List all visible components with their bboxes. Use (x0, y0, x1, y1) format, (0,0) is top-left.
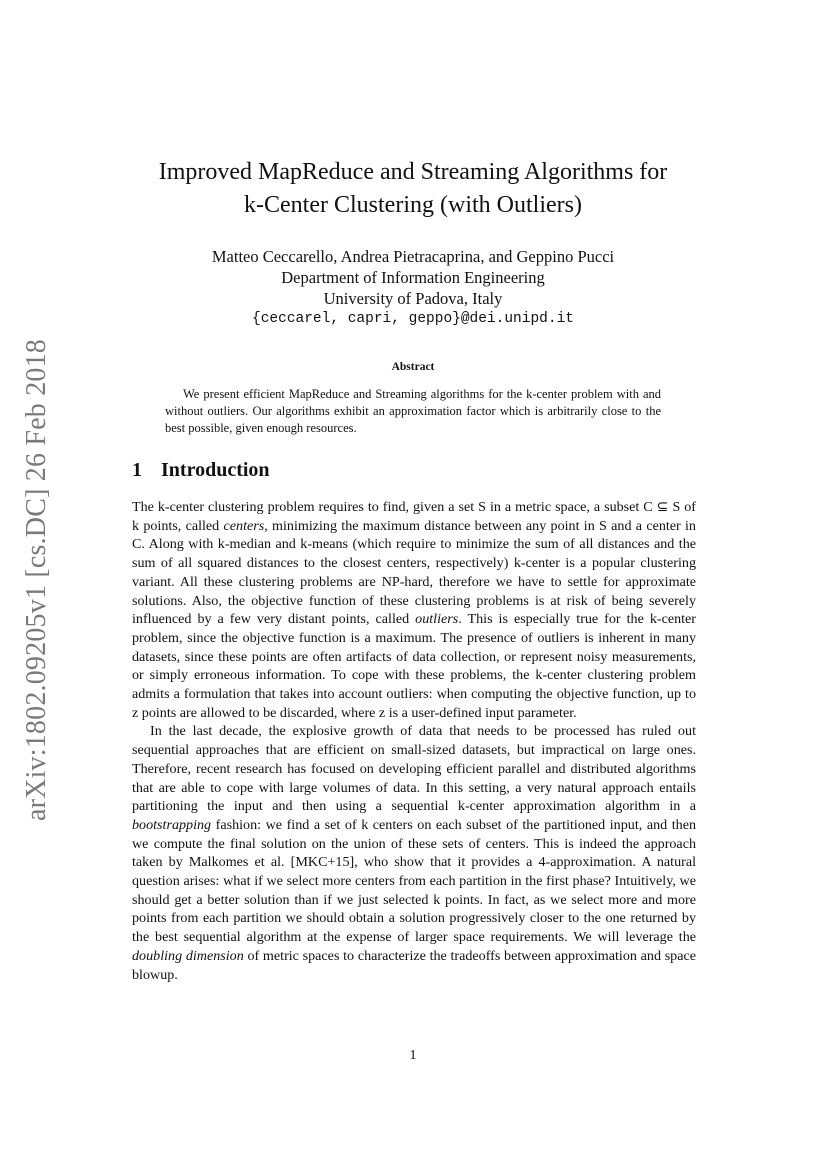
author-block (100, 246, 726, 330)
abstract-heading: Abstract (391, 361, 435, 373)
page-number: 1 (409, 1048, 417, 1063)
paragraph-2 (132, 722, 696, 984)
author-university: University of Padova, Italy (323, 289, 503, 308)
paragraph-1-text-a: The k-center clustering problem requires to find, given a set S in a metric space, a subset C ⊆ S of k points, called (132, 499, 696, 534)
abstract-text: We present efficient MapReduce and Streaming algorithms for the k-center problem with and without outliers. Our algorithms exhibit an approximation factor which is arbitrarily close to the best possible, given enough resources. (165, 387, 661, 435)
paragraph-1-em-outliers: outliers (415, 611, 459, 628)
paragraph-2-text-a: In the last decade, the explosive growth of data that needs to be processed has ruled out sequential approaches that are efficient on small-sized datasets, but impractical on large ones. Therefore, recent research has focused on developing efficient parallel and distributed algorithms that are able to cope with large volumes of data. In this setting, a very natural approach entails partitioning the input and then using a sequential k-center approximation algorithm in a (132, 723, 696, 815)
body-text (132, 498, 696, 984)
paragraph-1 (132, 498, 696, 722)
section-number: 1 (132, 459, 142, 481)
section-heading (132, 459, 270, 482)
arxiv-identifier-text: arXiv:1802.09205v1 [cs.DC] 26 Feb 2018 (21, 338, 53, 822)
author-department: Department of Information Engineering (281, 268, 545, 287)
paragraph-2-em-bootstrapping: bootstrapping (132, 816, 212, 833)
paragraph-2-em-doubling-dimension: doubling dimension (132, 947, 244, 964)
title-line-2: k-Center Clustering (with Outliers) (244, 192, 582, 218)
author-names: Matteo Ceccarello, Andrea Pietracaprina, and Geppino Pucci (211, 247, 615, 266)
paragraph-1-text-b: , minimizing the maximum distance between any point in S and a center in C. Along with k-median and k-means (which require to minimize the sum of all distances and the sum of all squared distances to the closest centers, respectively) k-center is a popular clustering variant. All these clustering problems are NP-hard, therefore we have to settle for approximate solutions. Also, the objective function of these clustering problems is at risk of being severely influenced by a few very distant points, called (132, 517, 696, 628)
author-emails: {ceccarel, capri, geppo}@dei.unipd.it (252, 311, 574, 327)
paragraph-2-text-c: of metric spaces to characterize the tradeoffs between approximation and space blowup. (132, 947, 696, 983)
arxiv-identifier-stamp (12, 330, 62, 830)
paragraph-1-text-c: . This is especially true for the k-center problem, since the objective function is a maximum. The presence of outliers is inherent in many datasets, since these points are often artifacts of data collection, or represent noisy measurements, or simply erroneous information. To cope with these problems, the k-center clustering problem admits a formulation that takes into account outliers: when computing the objective function, up to z points are allowed to be discarded, where z is a user-defined input parameter. (132, 611, 696, 721)
paper-title (100, 156, 726, 222)
paragraph-1-em-centers: centers (223, 517, 265, 534)
title-line-1: Improved MapReduce and Streaming Algorithms for (158, 159, 668, 185)
paragraph-2-text-b: fashion: we find a set of k centers on each subset of the partitioned input, and then we compute the final solution on the union of these sets of centers. This is indeed the approach taken by Malkomes et al. [MKC+15], who show that it provides a 4-approximation. A natural question arises: what if we select more centers from each partition in the first phase? Intuitively, we should get a better solution than if we just selected k points. In fact, as we select more and more points from each partition we should obtain a solution progressively closer to the one returned by the best sequential algorithm at the expense of larger space requirements. We will leverage the (132, 816, 696, 946)
section-title: Introduction (161, 459, 270, 481)
